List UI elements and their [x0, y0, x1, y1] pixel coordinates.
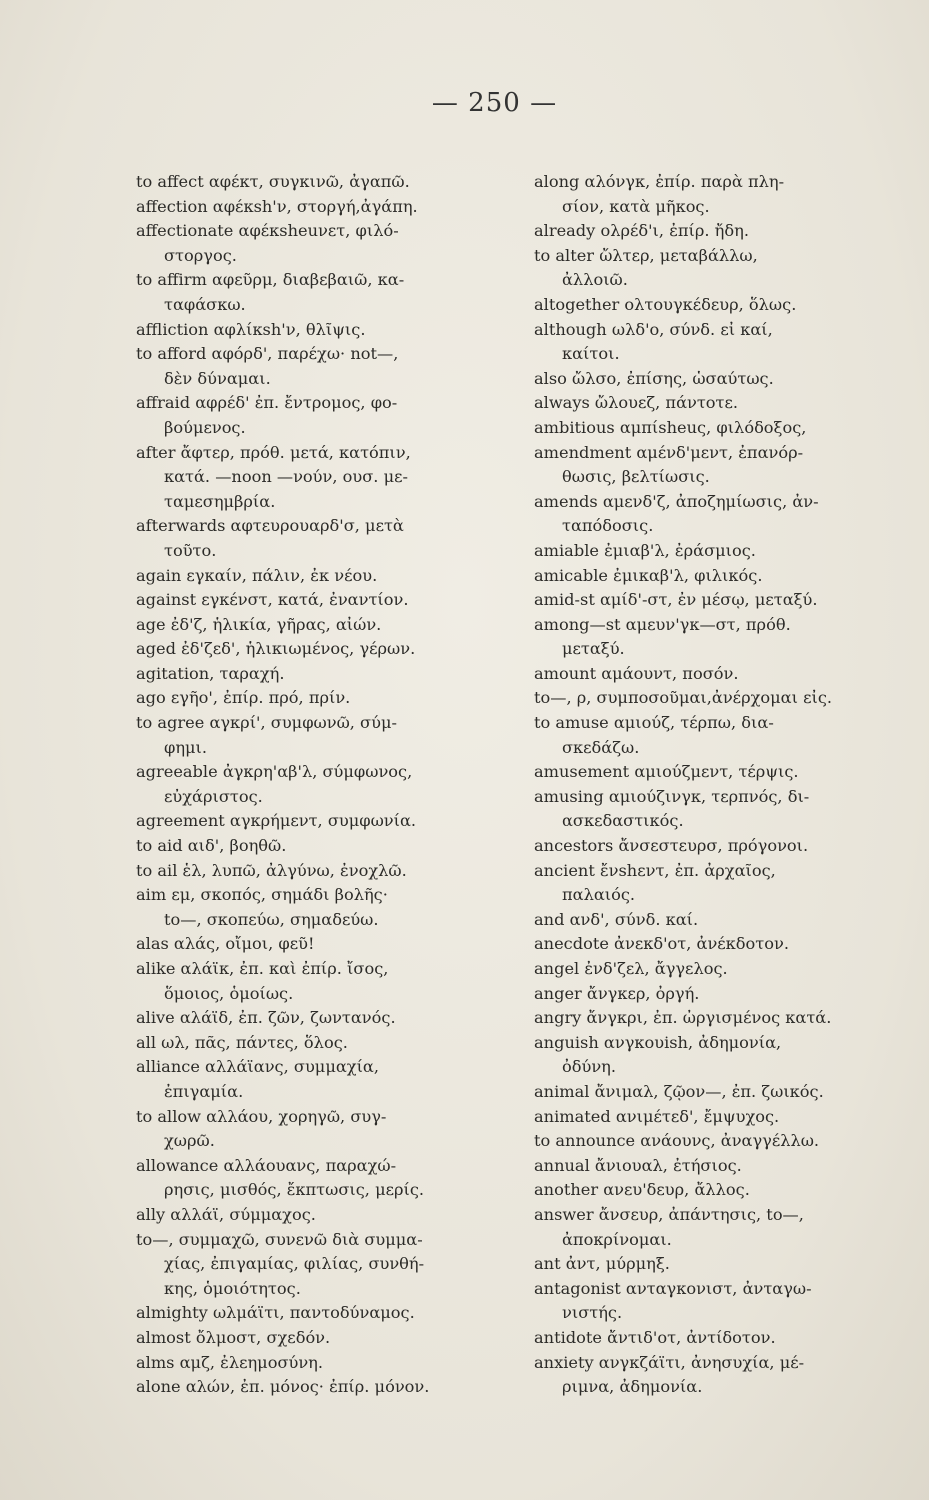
dictionary-entry-line: answer ἄνσευρ, ἀπάντησις, to—, [534, 1204, 804, 1224]
entry-continuation-line: παλαιός. [562, 885, 636, 905]
dictionary-entry-line: allowance αλλάουανς, παραχώ- [136, 1155, 397, 1175]
dictionary-entry-line: to allow αλλάου, χορηγῶ, συγ- [136, 1106, 387, 1126]
dictionary-entry-line: affection αφέκsh'ν, στοργή,ἀγάπη. [136, 196, 418, 216]
entry-continuation-line: ταπόδοσις. [562, 516, 654, 536]
dictionary-entry-line: animal ἄνιμαλ, ζῷον—, ἐπ. ζωικός. [534, 1081, 824, 1101]
dictionary-entry-line: already ολρέδ'ι, ἐπίρ. ἤδη. [534, 221, 749, 241]
dictionary-entry-line: agitation, ταραχή. [136, 663, 285, 683]
dictionary-entry-line: annual ἄνιουαλ, ἐτήσιος. [534, 1155, 742, 1175]
dictionary-entry-line: amicable ἐμικαβ'λ, φιλικός. [534, 565, 763, 585]
dictionary-entry-line: anxiety ανγκζάϊτι, ἀνησυχία, μέ- [534, 1352, 805, 1372]
entry-continuation-line: ἐπιγαμία. [164, 1081, 244, 1101]
entry-continuation-line: εὐχάριστος. [164, 786, 263, 806]
entry-continuation-line: φημι. [164, 737, 208, 757]
entry-continuation-line: θωσις, βελτίωσις. [562, 467, 710, 487]
entry-continuation-line: ἀλλοιῶ. [562, 270, 628, 290]
dictionary-entry-line: to announce ανάουνς, ἀναγγέλλω. [534, 1131, 820, 1151]
dictionary-entry-line: afterwards αφτευρουαρδ'σ, μετὰ [136, 516, 404, 536]
entry-continuation-line: τοῦτο. [164, 540, 217, 560]
dictionary-entry-line: among—st αμευν'γκ—στ, πρόθ. [534, 614, 791, 634]
dictionary-entry-line: amid-st αμίδ'-στ, ἐν μέσῳ, μεταξύ. [534, 590, 818, 610]
dictionary-entry-line: amount αμάουντ, ποσόν. [534, 663, 739, 683]
entry-continuation-line: μεταξύ. [562, 639, 625, 659]
dictionary-entry-line: anger ἄνγκερ, ὀργή. [534, 983, 700, 1003]
dictionary-entry-line: to—, ρ, συμποσοῦμαι,ἀνέρχομαι εἰς. [534, 688, 833, 708]
entry-continuation-line: χίας, ἐπιγαμίας, φιλίας, συνθή- [164, 1254, 425, 1274]
dictionary-entry-line: ambitious αμπίsheuς, φιλόδοξος, [534, 417, 807, 437]
dictionary-entry-line: alone αλών, ἐπ. μόνος· ἐπίρ. μόνον. [136, 1377, 430, 1397]
entry-continuation-line: ταφάσκω. [164, 294, 246, 314]
dictionary-entry-line: angel ἐνδ'ζελ, ἄγγελος. [534, 959, 728, 978]
dictionary-entry-line: altogether ολτουγκέδευρ, ὅλως. [534, 294, 797, 314]
dictionary-entry-line: another ανευ'δευρ, ἄλλος. [534, 1180, 750, 1200]
dictionary-entry-line: against εγκένστ, κατά, ἐναντίον. [136, 590, 409, 610]
entry-continuation-line: ἀποκρίνομαι. [562, 1229, 672, 1249]
dictionary-entry-line: and ανδ', σύνδ. καί. [534, 909, 699, 929]
dictionary-entry-line: alms αμζ, ἐλεημοσύνη. [136, 1352, 324, 1372]
dictionary-entry-line: to agree αγκρί', συμφωνῶ, σύμ- [136, 713, 397, 733]
entry-continuation-line: βούμενος. [164, 417, 246, 437]
dictionary-entry-line: agreeable ἀγκρη'αβ'λ, σύμφωνος, [136, 762, 413, 782]
dictionary-entry-line: amusing αμιούζινγκ, τερπνός, δι- [534, 786, 810, 806]
entry-continuation-line: κης, ὁμοιότητος. [164, 1278, 301, 1298]
entry-continuation-line: ριμνα, ἀδημονία. [562, 1377, 703, 1397]
entry-continuation-line: σκεδάζω. [562, 737, 640, 757]
dictionary-entry-line: affectionate αφέκsheuνετ, φιλό- [136, 221, 399, 241]
dictionary-entry-line: to afford αφόρδ', παρέχω· not—, [136, 344, 399, 364]
dictionary-entry-line: amiable ἐμιαβ'λ, ἐράσμιος. [534, 540, 756, 560]
dictionary-entry-line: alike αλάϊκ, ἐπ. καὶ ἐπίρ. ἴσος, [136, 959, 389, 978]
dictionary-entry-line: amendment αμένδ'μεντ, ἐπανόρ- [534, 442, 804, 462]
left-column [136, 170, 516, 1400]
dictionary-entry-line: also ὤλσο, ἐπίσης, ὡσαύτως. [534, 368, 774, 388]
dictionary-entry-line: almost ὄλμοστ, σχεδόν. [136, 1327, 331, 1347]
dictionary-entry-line: to amuse αμιούζ, τέρπω, δια- [534, 713, 774, 733]
dictionary-entry-line: all ωλ, πᾶς, πάντες, ὅλος. [136, 1032, 348, 1052]
dictionary-entry-line: after ἄφτερ, πρόθ. μετά, κατόπιν, [136, 442, 411, 462]
dictionary-entry-line: alive αλάϊδ, ἐπ. ζῶν, ζωντανός. [136, 1008, 396, 1028]
dictionary-entry-line: ally αλλάϊ, σύμμαχος. [136, 1204, 316, 1224]
dictionary-entry-line: alas αλάς, οἴμοι, φεῦ! [136, 934, 315, 954]
entry-continuation-line: κατά. —noon —νούν, ουσ. με- [164, 467, 408, 487]
dictionary-entry-line: along αλόνγκ, ἐπίρ. παρὰ πλη- [534, 172, 785, 191]
dictionary-entry-line: always ὤλουεζ, πάντοτε. [534, 393, 739, 413]
dictionary-entry-line: age ἐδ'ζ, ἡλικία, γῆρας, αἰών. [136, 614, 382, 634]
dictionary-entry-line: affraid αφρέδ' ἐπ. ἔντρομος, φο- [136, 393, 398, 413]
entry-continuation-line: to—, σκοπεύω, σημαδεύω. [164, 909, 379, 929]
entry-continuation-line: νιστής. [562, 1303, 623, 1323]
dictionary-entry-line: aged ἐδ'ζεδ', ἡλικιωμένος, γέρων. [136, 639, 416, 659]
right-column [534, 170, 904, 1400]
entry-continuation-line: σίον, κατὰ μῆκος. [562, 196, 710, 216]
dictionary-entry-line: anecdote ἀνεκδ'οτ, ἀνέκδοτον. [534, 934, 789, 954]
entry-continuation-line: καίτοι. [562, 344, 620, 364]
dictionary-entry-line: alliance αλλάϊανς, συμμαχία, [136, 1057, 380, 1077]
entry-continuation-line: ασκεδαστικός. [562, 811, 684, 831]
entry-continuation-line: χωρῶ. [164, 1131, 215, 1151]
dictionary-entry-line: amends αμενδ'ζ, ἀποζημίωσις, ἀν- [534, 491, 819, 511]
entry-continuation-line: ταμεσημβρία. [164, 491, 276, 511]
dictionary-entry-line: although ωλδ'ο, σύνδ. εἰ καί, [534, 319, 773, 339]
dictionary-entry-line: anguish ανγκουish, ἀδημονία, [534, 1032, 782, 1052]
dictionary-entry-line: to affirm αφεῦρμ, διαβεβαιῶ, κα- [136, 270, 405, 290]
dictionary-entry-line: ant ἀντ, μύρμηξ. [534, 1254, 670, 1274]
entry-continuation-line: ρησις, μισθός, ἔκπτωσις, μερίς. [164, 1180, 425, 1200]
dictionary-entry-line: ancestors ἄνσεστευρσ, πρόγονοι. [534, 836, 809, 856]
dictionary-entry-line: aim εμ, σκοπός, σημάδι βολῆς· [136, 885, 388, 905]
dictionary-entry-line: antagonist ανταγκονιστ, ἀνταγω- [534, 1278, 812, 1298]
dictionary-entry-line: ancient ἔνshεντ, ἐπ. ἀρχαῖος, [534, 860, 776, 880]
dictionary-entry-line: amusement αμιούζμεντ, τέρψις. [534, 762, 799, 782]
entry-continuation-line: στοργος. [164, 245, 237, 265]
entry-continuation-line: ὀδύνη. [562, 1057, 617, 1077]
entry-continuation-line: ὅμοιος, ὁμοίως. [164, 983, 294, 1003]
dictionary-entry-line: to—, συμμαχῶ, συνενῶ διὰ συμμα- [136, 1229, 423, 1249]
dictionary-entry-line: antidote ἄντιδ'οτ, ἀντίδοτον. [534, 1327, 776, 1347]
dictionary-entry-line: ago εγῆο', ἐπίρ. πρό, πρίν. [136, 688, 351, 708]
entry-continuation-line: δὲν δύναμαι. [164, 368, 271, 388]
dictionary-entry-line: almighty ωλμάϊτι, παντοδύναμος. [136, 1303, 415, 1323]
page-number: — 250 — [431, 88, 558, 118]
dictionary-entry-line: to aid αιδ', βοηθῶ. [136, 836, 287, 856]
dictionary-entry-line: to ail ἑλ, λυπῶ, ἀλγύνω, ἐνοχλῶ. [136, 860, 407, 880]
dictionary-entry-line: angry ἄνγκρι, ἐπ. ὠργισμένος κατά. [534, 1008, 832, 1028]
dictionary-entry-line: agreement αγκρήμεντ, συμφωνία. [136, 811, 417, 831]
dictionary-entry-line: to alter ὤλτερ, μεταβάλλω, [534, 245, 758, 265]
dictionary-entry-line: to affect αφέκτ, συγκινῶ, ἀγαπῶ. [136, 172, 410, 191]
dictionary-entry-line: again εγκαίν, πάλιν, ἐκ νέου. [136, 565, 378, 585]
dictionary-entry-line: affliction αφλίκsh'ν, θλῖψις. [136, 319, 366, 339]
dictionary-entry-line: animated ανιμέτεδ', ἔμψυχος. [534, 1106, 780, 1126]
